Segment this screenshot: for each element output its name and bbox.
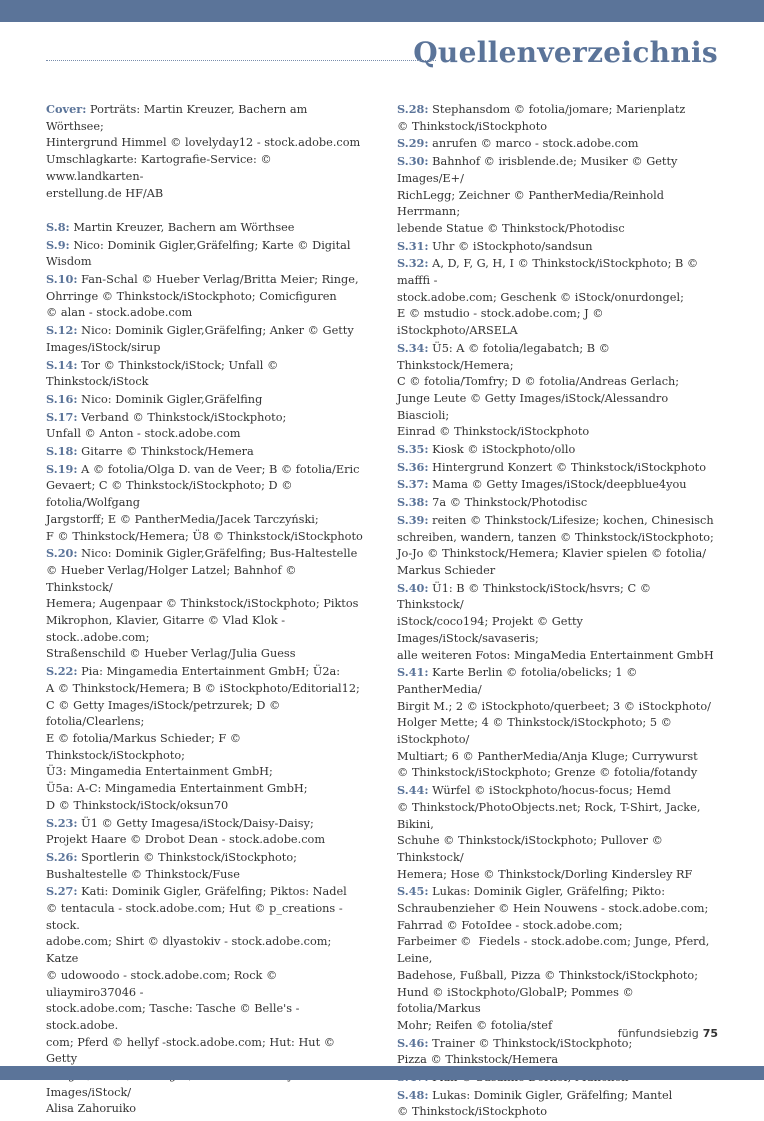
credit-text: Bahnhof © irisblende.de; Musiker © Getty Images/E+/ RichLegg; Zeichner © PantherMedia/Reinhold Herrmann; lebende Statue © Thinkstock/Photodisc xyxy=(397,155,678,235)
page-ref-label: S.17: xyxy=(46,409,78,424)
page-ref-label: S.48: xyxy=(397,1087,429,1102)
credit-entry xyxy=(397,580,717,665)
credit-entry xyxy=(397,255,717,340)
page-footer xyxy=(618,1027,718,1040)
credit-entry xyxy=(397,664,717,782)
page-ref-label: S.19: xyxy=(46,461,78,476)
left-column xyxy=(46,101,366,1118)
credit-text: Ü5: A © fotolia/legabatch; B © Thinkstock/Hemera; C © fotolia/Tomfry; D © fotolia/Andreas Gerlach; Junge Leute © Getty Images/iStock/Alessandro Biascioli; Einrad © Thinkstock/iStockphoto xyxy=(397,341,680,439)
page-ref-label: S.12: xyxy=(46,323,78,338)
page-ref-label: S.41: xyxy=(397,665,429,680)
credit-text: Sportlerin © Thinkstock/iStockphoto; Bushaltestelle © Thinkstock/Fuse xyxy=(46,850,297,881)
credit-text: Nico: Dominik Gigler,Gräfelfing; Karte © Digital Wisdom xyxy=(46,238,351,269)
page-ref-label: S.27: xyxy=(46,884,78,899)
page-ref-label: S.23: xyxy=(46,815,78,830)
credit-text: Pia: Mingamedia Entertainment GmbH; Ü2a: A © Thinkstock/Hemera; B © iStockphoto/Editorial12; C © Getty Images/iStock/petrzurek; D © fotolia/Clearlens; E © fotolia/Markus Schieder; F © Thinkstock/iStockphoto; Ü3: Mingamedia Entertainment GmbH; Ü5a: A-C: Mingamedia Entertainment GmbH; D © Thinkstock/iStock/oksun70 xyxy=(46,665,360,812)
credit-text: Kati: Dominik Gigler, Gräfelfing; Piktos: Nadel © tentacula - stock.adobe.com; Hut © p_creations - stock. adobe.com; Shirt © dlyastokiv - stock.adobe.com; Katze © udowoodo - stock.adobe.com; Rock © uliaymiro37046 - stock.adobe.com; Tasche: Tasche © Belle's - stock.adobe. com; Pferd © hellyf -stock.adobe.com; Hut: Hut © Getty Images/iStock/ Alisa Zahoruiko xyxy=(46,885,347,1116)
credit-entry xyxy=(46,219,366,237)
page-ref-label: S.45: xyxy=(397,884,429,899)
credit-entry xyxy=(46,391,366,409)
credit-entry xyxy=(397,459,717,477)
page-ref-label: S.35: xyxy=(397,442,429,457)
credit-entry xyxy=(397,101,717,135)
credit-text: 7a © Thinkstock/Photodisc xyxy=(428,496,588,510)
credit-text: Stephansdom © fotolia/jomare; Marienplatz © Thinkstock/iStockphoto xyxy=(397,103,686,133)
credit-text: Martin Kreuzer, Bachern am Wörthsee xyxy=(69,220,295,234)
credit-text: Fan-Schal © Hueber Verlag/Britta Meier; Ringe, Ohrringe © Thinkstock/iStockphoto; Comicfiguren © alan - stock.adobe.com xyxy=(46,273,359,320)
credit-entry xyxy=(397,135,717,153)
top-color-bar xyxy=(0,0,764,22)
page-ref-label: S.38: xyxy=(397,495,429,510)
page-ref-label: S.8: xyxy=(46,219,70,234)
credit-entry xyxy=(46,443,366,461)
credit-text: Karte Berlin © fotolia/obelicks; 1 © PantherMedia/ Birgit M.; 2 © iStockphoto/querbeet; 3 © iStockphoto/ Holger Mette; 4 © Thinkstock/iStockphoto; 5 © iStockphoto/ Multiart; 6 © PantherMedia/Anja Kluge; Currywurst © Thinkstock/iStockphoto; Grenze © fotolia/fotandy xyxy=(397,666,711,780)
page-ref-label: Cover: xyxy=(46,102,87,116)
credit-text: Ü1 © Getty Imagesa/iStock/Daisy-Daisy; Projekt Haare © Drobot Dean - stock.adobe.com xyxy=(46,816,326,847)
credit-entry xyxy=(397,476,717,494)
credit-text: Gitarre © Thinkstock/Hemera xyxy=(77,445,254,459)
credit-entry xyxy=(397,512,717,580)
credit-text: Lukas: Dominik Gigler, Gräfelfing; Mantel © Thinkstock/iStockphoto xyxy=(397,1088,673,1119)
credit-text: Mama © Getty Images/iStock/deepblue4you xyxy=(428,478,687,492)
page-number-word: fünfundsiebzig xyxy=(617,1027,699,1040)
page-ref-label: S.44: xyxy=(397,783,429,798)
credit-text: Lukas: Dominik Gigler, Gräfelfing; Pikto: Schraubenzieher © Hein Nouwens - stock.adobe.com; Fahrrad © FotoIdee - stock.adobe.com; Farbeimer © Fiedels - stock.adobe.com; Junge, Pferd, Leine, Badehose, Fußball, Pizza © Thinkstock/iStockphoto; Hund © iStockphoto/GlobalP; Pommes © fotolia/Markus Mohr; Reifen © fotolia/stef xyxy=(397,885,710,1032)
bottom-color-bar xyxy=(0,1066,764,1080)
credit-text: Nico: Dominik Gigler,Gräfelfing; Bus-Haltestelle © Hueber Verlag/Holger Latzel; Bahnhof © Thinkstock/ Hemera; Augenpaar © Thinkstock/iStockphoto; Piktos Mikrophon, Klavier, Gitarre © Vlad Klok - stock..adobe.com; Straßenschild © Hueber Verlag/Julia Guess xyxy=(46,547,359,661)
page-ref-label: S.9: xyxy=(46,237,70,252)
credit-text: Kiosk © iStockphoto/ollo xyxy=(428,443,576,457)
credit-text: Ü1: B © Thinkstock/iStock/hsvrs; C © Thinkstock/ iStock/coco194; Projekt © Getty Images/iStock/savaseris; alle weiteren Fotos: MingaMedia Entertainment GmbH xyxy=(397,581,714,662)
credit-entry xyxy=(397,1087,717,1121)
credit-entry xyxy=(46,357,366,391)
page-ref-label: S.16: xyxy=(46,391,78,406)
page-ref-label: S.46: xyxy=(397,1035,429,1050)
credit-entry xyxy=(46,461,366,546)
credit-entry xyxy=(46,409,366,443)
credit-entry xyxy=(46,101,366,202)
page-ref-label: S.32: xyxy=(397,256,429,271)
credit-entry xyxy=(397,883,717,1034)
credit-text: Trainer © Thinkstock/iStockphoto; Pizza © Thinkstock/Hemera xyxy=(397,1036,633,1067)
credit-entry xyxy=(397,340,717,441)
page-ref-label: S.28: xyxy=(397,102,429,116)
credit-entry xyxy=(46,815,366,849)
page-ref-label: S.10: xyxy=(46,272,78,287)
credit-entry xyxy=(397,441,717,459)
credit-entry xyxy=(397,782,717,883)
page-ref-label: S.34: xyxy=(397,340,429,355)
credit-text: Würfel © iStockphoto/hocus-focus; Hemd © Thinkstock/PhotoObjects.net; Rock, T-Shirt, Jacke, Bikini, Schuhe © Thinkstock/iStockphoto; Pullover © Thinkstock/ Hemera; Hose © Thinkstock/Dorling Kindersley RF xyxy=(397,784,701,881)
page-ref-label: S.14: xyxy=(46,357,78,372)
page-ref-label: S.22: xyxy=(46,664,78,679)
page-ref-label: S.30: xyxy=(397,154,429,169)
credit-entry xyxy=(46,883,366,1118)
credit-entry xyxy=(46,271,366,322)
credit-text: anrufen © marco - stock.adobe.com xyxy=(428,137,639,151)
credit-text: A © fotolia/Olga D. van de Veer; B © fotolia/Eric Gevaert; C © Thinkstock/iStockphoto; D © fotolia/Wolfgang Jargstorff; E © PantherMedia/Jacek Tarczyński; F © Thinkstock/Hemera; Ü8 © Thinkstock/iStockphoto xyxy=(46,462,363,543)
credit-text: Tor © Thinkstock/iStock; Unfall © Thinkstock/iStock xyxy=(46,358,282,389)
credit-text: Nico: Dominik Gigler,Gräfelfing xyxy=(77,392,263,406)
page-ref-label: S.36: xyxy=(397,459,429,474)
credit-entry xyxy=(46,545,366,663)
page-ref-label: S.31: xyxy=(397,238,429,253)
page-ref-label: S.37: xyxy=(397,477,429,492)
credit-text: Hintergrund Konzert © Thinkstock/iStockphoto xyxy=(428,460,707,474)
credit-text: Nico: Dominik Gigler,Gräfelfing; Anker © Getty Images/iStock/sirup xyxy=(46,324,354,354)
right-column xyxy=(397,101,717,1121)
page-ref-label: S.26: xyxy=(46,849,78,864)
credit-text: A, D, F, G, H, I © Thinkstock/iStockphoto; B © mafffi - stock.adobe.com; Geschenk © iStock/onurdongel; E © mstudio - stock.adobe.com; J © iStockphoto/ARSELA xyxy=(397,257,699,338)
credit-entry xyxy=(46,237,366,271)
dotted-rule xyxy=(46,60,436,61)
credit-entry xyxy=(46,322,366,356)
page-ref-label: S.40: xyxy=(397,580,429,595)
credit-text: reiten © Thinkstock/Lifesize; kochen, Chinesisch schreiben, wandern, tanzen © Thinkstock/iStockphoto; Jo-Jo © Thinkstock/Hemera; Klavier spielen © fotolia/ Markus Schieder xyxy=(397,513,714,577)
credit-text: Uhr © iStockphoto/sandsun xyxy=(428,239,593,253)
page-ref-label: S.39: xyxy=(397,512,429,527)
credit-entry xyxy=(46,849,366,883)
page-title: Quellenverzeichnis xyxy=(413,36,718,69)
page-ref-label: S.20: xyxy=(46,546,78,561)
page-ref-label: S.29: xyxy=(397,136,429,151)
page-number: 75 xyxy=(702,1027,718,1040)
credit-entry xyxy=(397,238,717,256)
credit-text: Verband © Thinkstock/iStockphoto; Unfall © Anton - stock.adobe.com xyxy=(46,410,287,441)
credit-entry xyxy=(46,663,366,814)
credit-entry xyxy=(397,153,717,238)
credit-text: Porträts: Martin Kreuzer, Bachern am Wörthsee; Hintergrund Himmel © lovelyday12 - stock.adobe.com Umschlagkarte: Kartografie-Service: © www.landkarten- erstellung.de HF/AB xyxy=(46,103,361,200)
page-ref-label: S.18: xyxy=(46,444,78,459)
credit-entry xyxy=(397,494,717,512)
